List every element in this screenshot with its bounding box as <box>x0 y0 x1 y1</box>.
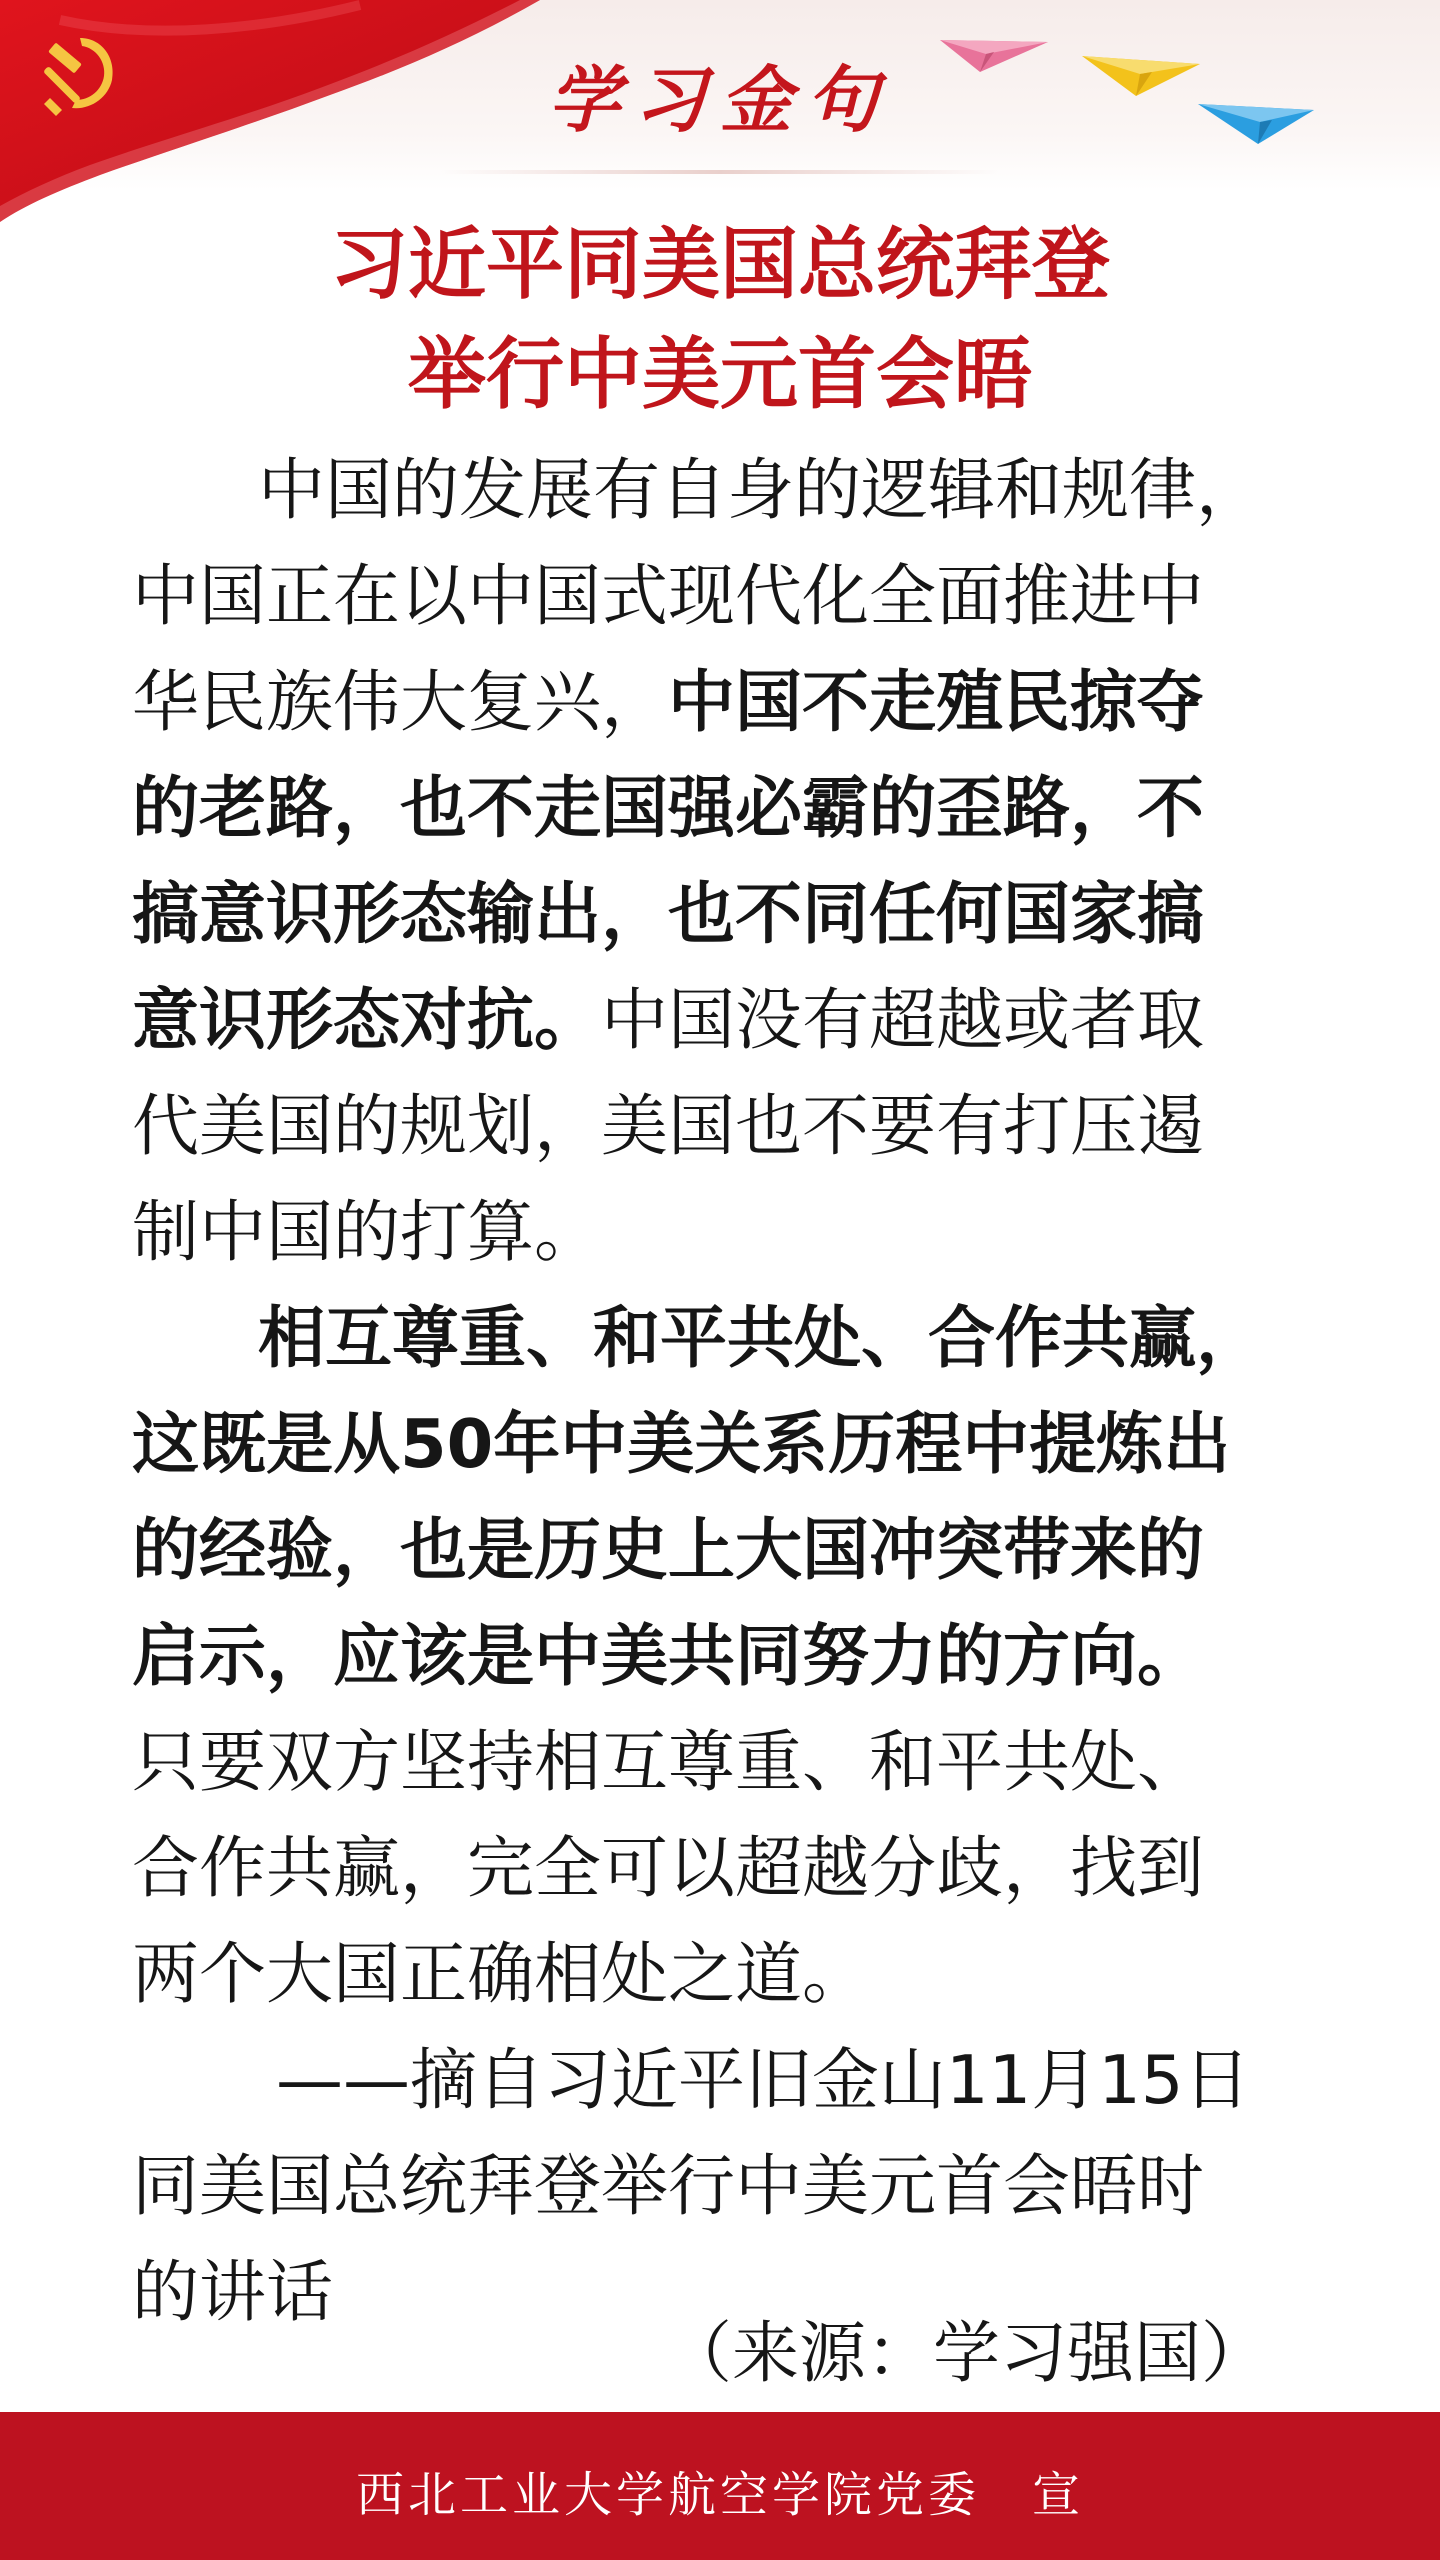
citation-line: 的讲话 <box>132 2253 333 2331</box>
text-span: 中国没有超越或者取 <box>601 981 1204 1059</box>
citation <box>132 2027 1312 2345</box>
text-line: 代美国的规划，美国也不要有打压遏 <box>132 1087 1204 1165</box>
citation-line: 同美国总统拜登举行中美元首会晤时 <box>132 2147 1204 2225</box>
source-note: （来源：学习强国） <box>665 2314 1268 2392</box>
text-line: 制中国的打算。 <box>132 1193 601 1271</box>
banner-title: 学习金句 <box>547 57 892 142</box>
text-line: 两个大国正确相处之道。 <box>132 1935 869 2013</box>
article-title <box>0 210 1440 430</box>
bold-text-span: 意识形态对抗。 <box>132 981 601 1059</box>
text-line: 中国的发展有自身的逻辑和规律， <box>258 451 1263 529</box>
bold-text-span: 中国不走殖民掠夺 <box>668 663 1204 741</box>
bold-text-line: 的经验，也是历史上大国冲突带来的 <box>132 1511 1204 1589</box>
paper-plane-blue-icon <box>1198 100 1316 146</box>
header-divider <box>440 170 1000 174</box>
citation-line: ——摘自习近平旧金山11月15日 <box>276 2041 1251 2119</box>
title-line-2: 举行中美元首会晤 <box>407 329 1032 420</box>
bold-text-line: 启示，应该是中美共同努力的方向。 <box>132 1617 1204 1695</box>
header-banner <box>0 0 1440 190</box>
paragraph-1 <box>132 437 1312 1285</box>
title-line-1: 习近平同美国总统拜登 <box>329 219 1110 310</box>
text-line: 合作共赢，完全可以超越分歧，找到 <box>132 1829 1204 1907</box>
bold-text-line: 相互尊重、和平共处、合作共赢， <box>258 1299 1263 1377</box>
text-span: 华民族伟大复兴， <box>132 663 668 741</box>
text-line: 中国正在以中国式现代化全面推进中 <box>132 557 1204 635</box>
text-line: 只要双方坚持相互尊重、和平共处、 <box>132 1723 1204 1801</box>
text-line <box>132 967 1312 1073</box>
paragraph-2 <box>132 1285 1312 2027</box>
text-line <box>132 649 1312 755</box>
article-body <box>132 437 1312 2345</box>
bold-text-line: 的老路，也不走国强必霸的歪路，不 <box>132 769 1204 847</box>
bold-text-line: 搞意识形态输出，也不同任何国家搞 <box>132 875 1204 953</box>
footer-bar <box>0 2412 1440 2560</box>
paper-plane-pink-icon <box>940 36 1050 76</box>
paper-plane-yellow-icon <box>1082 52 1202 98</box>
bold-text-line: 这既是从50年中美关系历程中提炼出 <box>132 1405 1231 1483</box>
footer-text: 西北工业大学航空学院党委 宣 <box>355 2467 1084 2523</box>
